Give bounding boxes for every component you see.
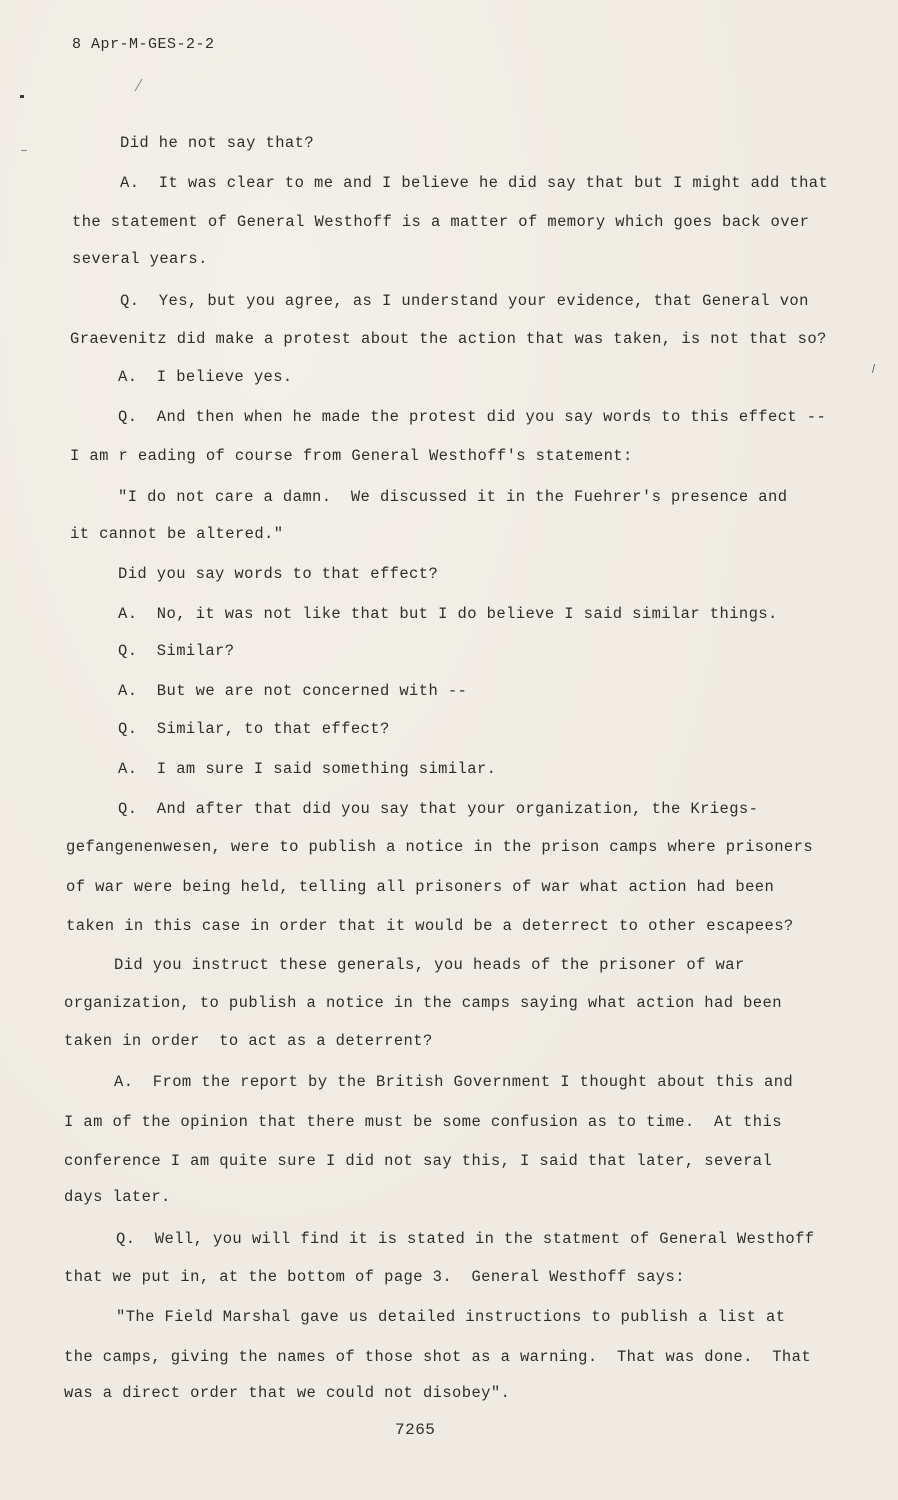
transcript-line: "I do not care a damn. We discussed it in the Fuehrer's presence and — [118, 488, 788, 506]
transcript-line: taken in order to act as a deterrent? — [64, 1032, 433, 1050]
transcript-line: A. I believe yes. — [118, 368, 293, 386]
transcript-line: the camps, giving the names of those shot as a warning. That was done. That — [64, 1348, 812, 1366]
transcript-line: Q. Well, you will find it is stated in the statment of General Westhoff — [116, 1230, 815, 1248]
transcript-line: "The Field Marshal gave us detailed instructions to publish a list at — [116, 1308, 786, 1326]
transcript-line: taken in this case in order that it would be a deterrect to other escapees? — [66, 917, 794, 935]
ink-mark — [20, 95, 24, 98]
transcript-line: A. It was clear to me and I believe he did say that but I might add that — [120, 174, 829, 192]
transcript-line: I am r eading of course from General Westhoff's statement: — [70, 447, 633, 465]
transcript-line: days later. — [64, 1188, 171, 1206]
transcript-line: I am of the opinion that there must be some confusion as to time. At this — [64, 1113, 782, 1131]
transcript-line: conference I am quite sure I did not say this, I said that later, several — [64, 1152, 773, 1170]
transcript-line: that we put in, at the bottom of page 3. General Westhoff says: — [64, 1268, 685, 1286]
pencil-mark — [135, 79, 143, 92]
transcript-line: of war were being held, telling all prisoners of war what action had been — [66, 878, 775, 896]
transcript-line: Q. Similar? — [118, 642, 235, 660]
transcript-line: Q. And then when he made the protest did you say words to this effect -- — [118, 408, 827, 426]
transcript-line: organization, to publish a notice in the camps saying what action had been — [64, 994, 782, 1012]
transcript-line: Q. Similar, to that effect? — [118, 720, 390, 738]
document-header: 8 Apr-M-GES-2-2 — [72, 36, 215, 53]
transcript-line: A. I am sure I said something similar. — [118, 760, 497, 778]
transcript-line: Q. And after that did you say that your organization, the Kriegs- — [118, 800, 759, 818]
transcript-line: the statement of General Westhoff is a matter of memory which goes back over — [72, 213, 810, 231]
transcript-line: A. No, it was not like that but I do believe I said similar things. — [118, 605, 778, 623]
page-number: 7265 — [395, 1421, 436, 1439]
transcript-line: Q. Yes, but you agree, as I understand your evidence, that General von — [120, 292, 809, 310]
transcript-line: several years. — [72, 250, 208, 268]
ink-mark — [21, 150, 27, 151]
pencil-mark — [872, 364, 875, 373]
transcript-line: gefangenenwesen, were to publish a notice in the prison camps where prisoners — [66, 838, 814, 856]
transcript-line: was a direct order that we could not disobey". — [64, 1384, 511, 1402]
transcript-line: Did you instruct these generals, you heads of the prisoner of war — [114, 956, 745, 974]
transcript-line: it cannot be altered." — [70, 525, 284, 543]
transcript-line: Did he not say that? — [120, 134, 315, 152]
transcript-line: Did you say words to that effect? — [118, 565, 439, 583]
transcript-line: Graevenitz did make a protest about the action that was taken, is not that so? — [70, 330, 827, 348]
transcript-line: A. From the report by the British Government I thought about this and — [114, 1073, 794, 1091]
transcript-line: A. But we are not concerned with -- — [118, 682, 468, 700]
